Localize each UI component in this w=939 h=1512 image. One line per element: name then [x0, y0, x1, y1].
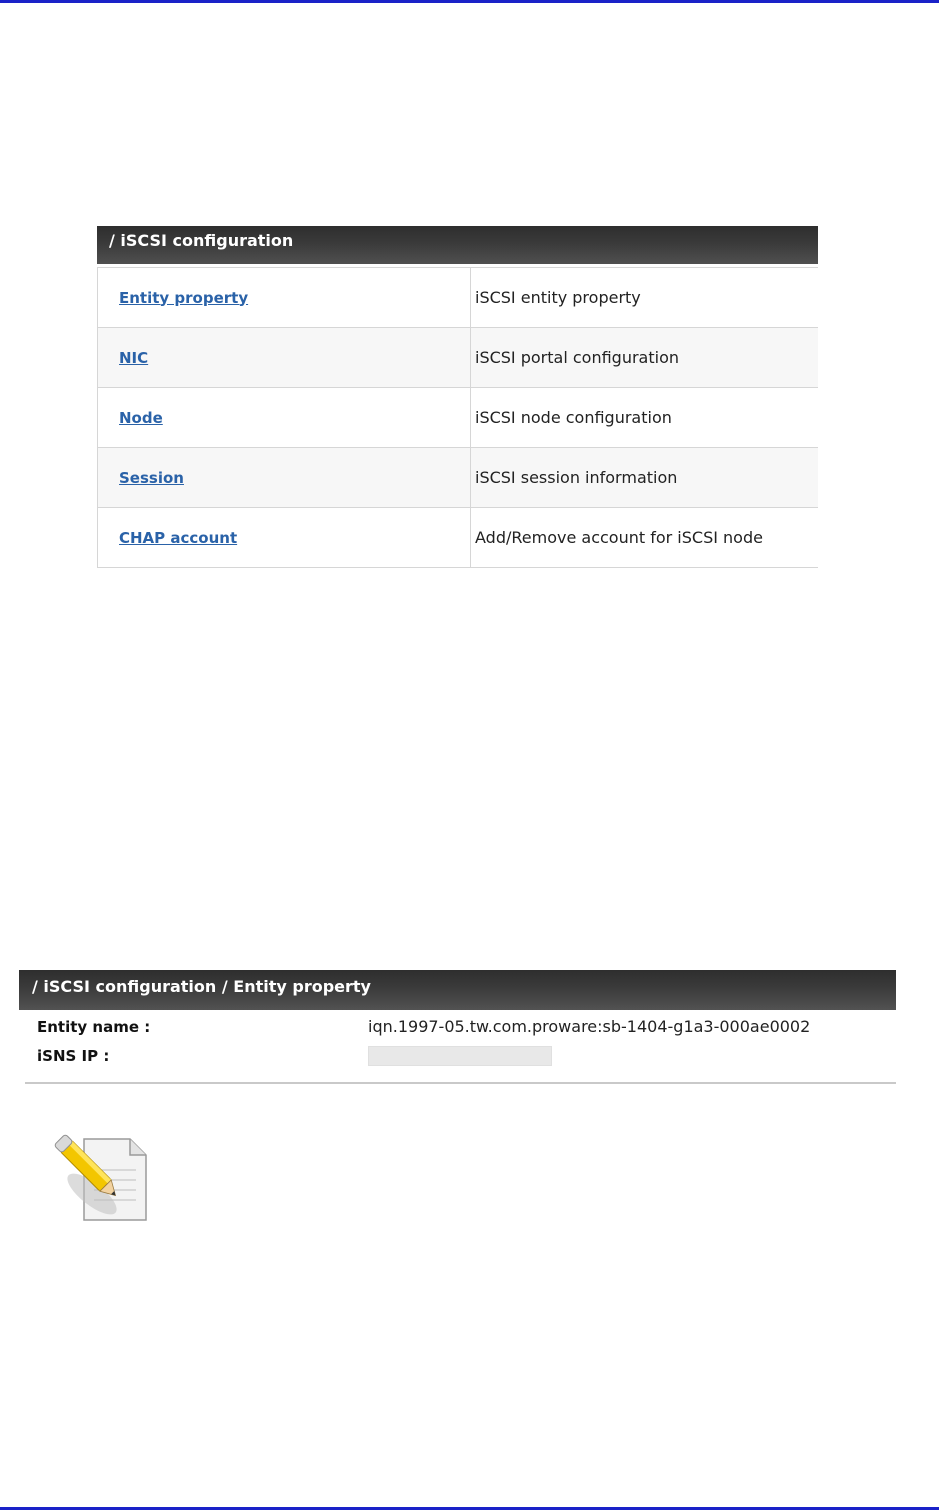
chap-account-link[interactable]: CHAP account [119, 528, 238, 547]
panel-title: / iSCSI configuration / Entity property [19, 970, 896, 1010]
table-row [98, 268, 818, 328]
top-page-rule [0, 0, 939, 3]
row-description: iSCSI node configuration [475, 408, 672, 427]
table-row [98, 508, 818, 568]
row-description: iSCSI session information [475, 468, 678, 487]
bottom-page-rule [0, 1507, 939, 1510]
isns-ip-label: iSNS IP : [37, 1047, 110, 1065]
table-row [98, 328, 818, 388]
row-description: iSCSI portal configuration [475, 348, 679, 367]
session-link[interactable]: Session [119, 468, 184, 487]
panel-title: / iSCSI configuration [97, 226, 818, 264]
entity-property-panel [19, 970, 896, 1084]
nic-link[interactable]: NIC [119, 348, 149, 367]
entity-name-label: Entity name : [37, 1018, 151, 1036]
iscsi-configuration-panel [97, 226, 818, 568]
row-description: iSCSI entity property [475, 288, 641, 307]
row-description: Add/Remove account for iSCSI node [475, 528, 763, 547]
entity-property-fields [25, 1010, 896, 1084]
node-link[interactable]: Node [119, 408, 163, 427]
isns-ip-input[interactable] [368, 1046, 552, 1066]
iscsi-menu-table [97, 267, 818, 568]
table-row [98, 448, 818, 508]
table-row [98, 388, 818, 448]
entity-name-value: iqn.1997-05.tw.com.proware:sb-1404-g1a3-000ae0002 [368, 1017, 811, 1036]
entity-property-link[interactable]: Entity property [119, 288, 249, 307]
note-pencil-icon [52, 1134, 148, 1224]
